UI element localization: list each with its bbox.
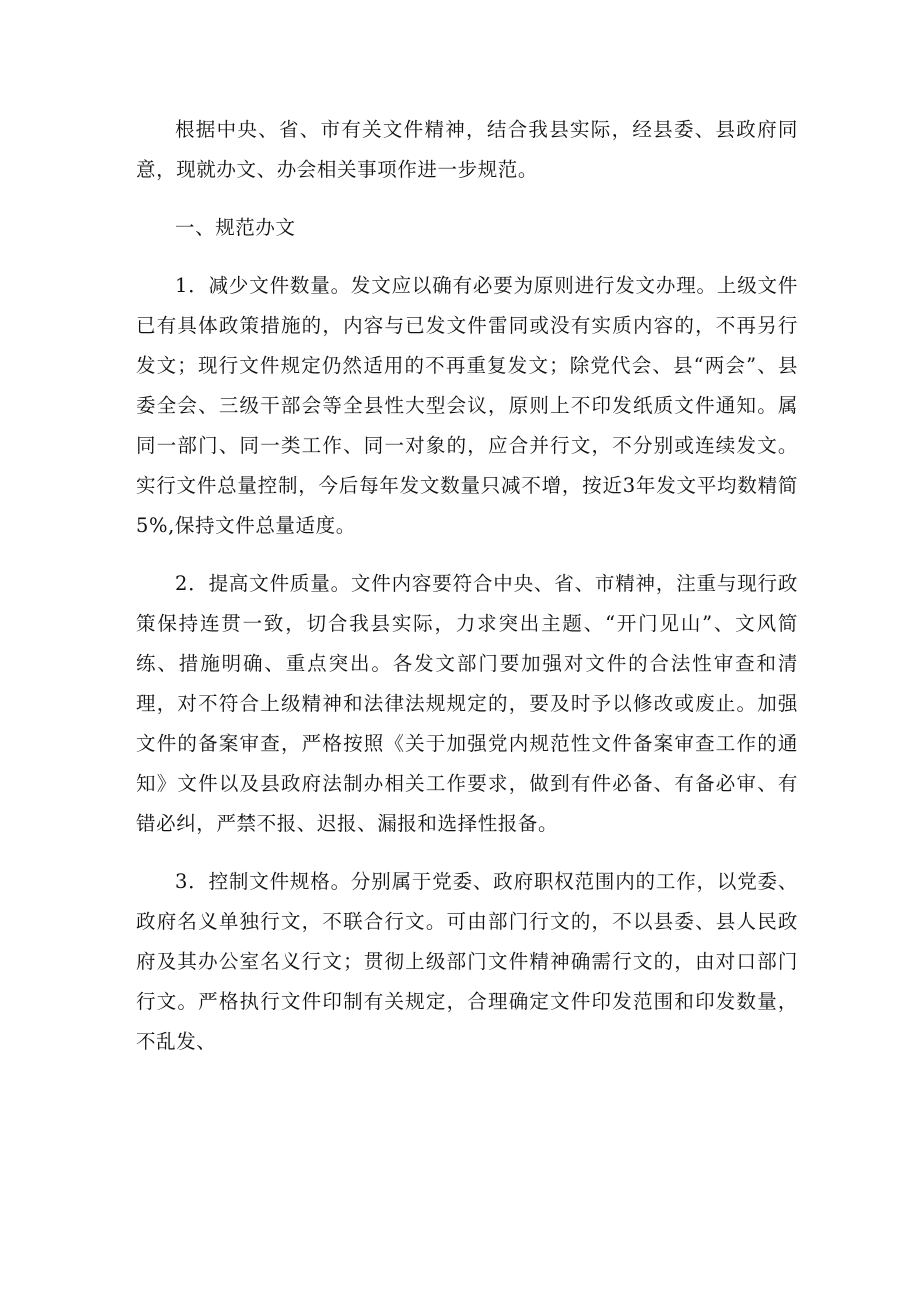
item-3-paragraph: 3．控制文件规格。分别属于党委、政府职权范围内的工作，以党委、政府名义单独行文，不联合行文。可由部门行文的，不以县委、县人民政府及其办公室名义行文；贯彻上级部门文件精神确需行文的，由对口部门行文。严格执行文件印制有关规定，合理确定文件印发范围和印发数量，不乱发、 [136, 870, 798, 1053]
item-1-paragraph: 1．减少文件数量。发文应以确有必要为原则进行发文办理。上级文件已有具体政策措施的，内容与已发文件雷同或没有实质内容的，不再另行发文；现行文件规定仍然适用的不再重复发文；除党代会、县“两会”、县委全会、三级干部会等全县性大型会议，原则上不印发纸质文件通知。属同一部门、同一类工作、同一对象的，应合并行文，不分别或连续发文。实行文件总量控制，今后每年发文数量只减不增，按近3年发文平均数精简5%,保持文件总量适度。 [136, 274, 798, 537]
item-2-paragraph: 2．提高文件质量。文件内容要符合中央、省、市精神，注重与现行政策保持连贯一致，切合我县实际，力求突出主题、“开门见山”、文风简练、措施明确、重点突出。各发文部门要加强对文件的合法性审查和清理，对不符合上级精神和法律法规规定的，要及时予以修改或废止。加强文件的备案审查，严格按照《关于加强党内规范性文件备案审查工作的通知》文件以及县政府法制办相关工作要求，做到有件必备、有备必审、有错必纠，严禁不报、迟报、漏报和选择性报备。 [136, 572, 798, 835]
intro-paragraph: 根据中央、省、市有关文件精神，结合我县实际，经县委、县政府同意，现就办文、办会相关事项作进一步规范。 [136, 118, 798, 181]
section-heading: 一、规范办文 [175, 216, 296, 239]
